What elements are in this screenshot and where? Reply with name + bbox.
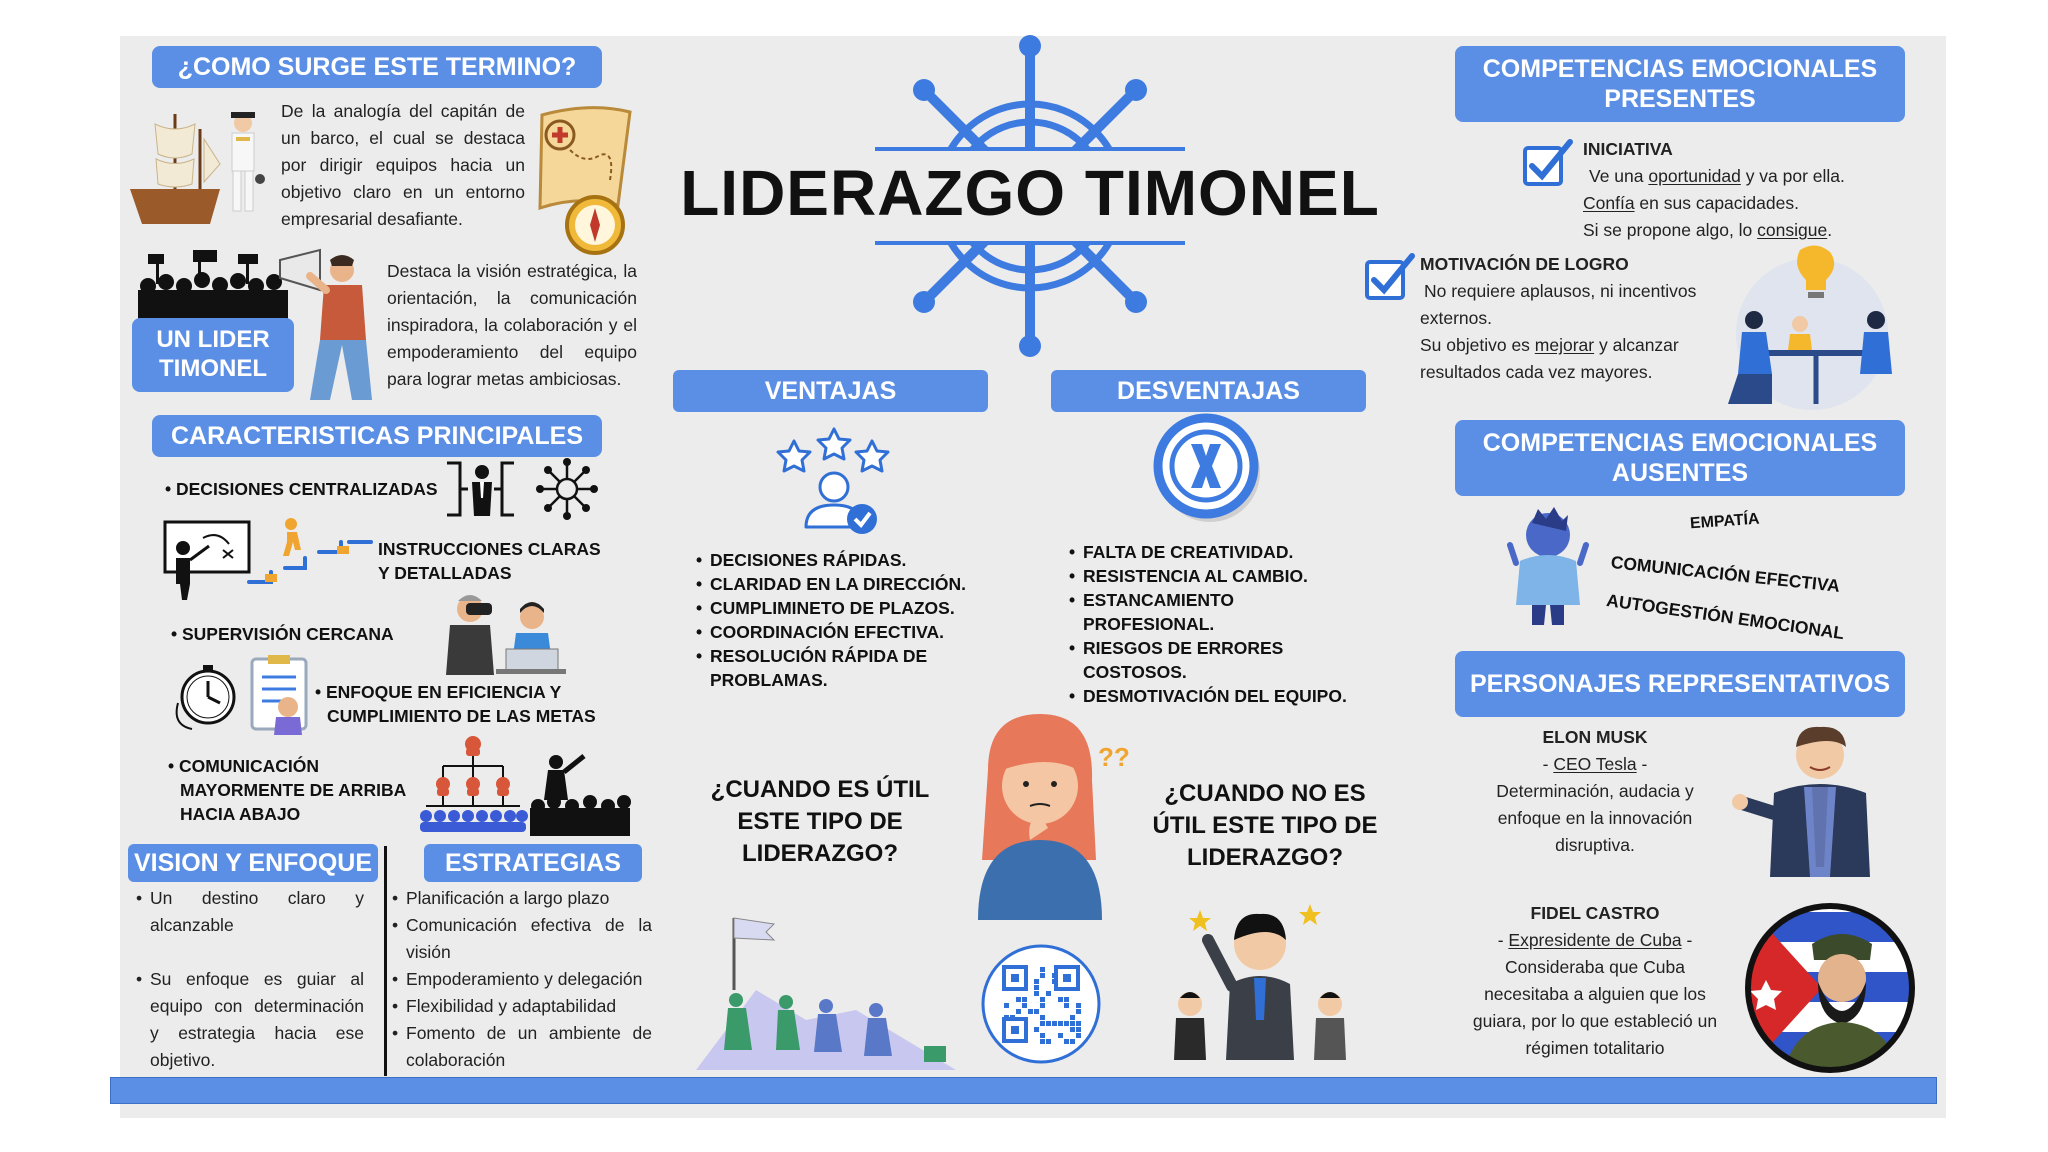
thinking-woman-icon bbox=[968, 710, 1128, 920]
origin-text-2: Destaca la visión estratégica, la orientación, la comunicación inspiradora, la colaboración y el empoderamiento del equipo para lograr metas ambiciosas. bbox=[387, 261, 637, 389]
strategy-item: • Flexibilidad y adaptabilidad bbox=[392, 993, 652, 1020]
origin-heading: ¿COMO SURGE ESTE TERMINO? bbox=[152, 46, 602, 88]
characteristic-communication: • COMUNICACIÓN MAYORMENTE DE ARRIBA HACIA ABAJO bbox=[168, 756, 407, 824]
absent-word-empathy: EMPATÍA bbox=[1689, 510, 1761, 533]
footer-bar bbox=[110, 1077, 1937, 1104]
person-musk-name: ELON MUSK bbox=[1542, 727, 1648, 747]
person-castro-desc-1: Consideraba que Cuba bbox=[1505, 957, 1685, 977]
qr-code-icon bbox=[982, 945, 1100, 1063]
initiative-block bbox=[1583, 136, 1845, 244]
disadvantages-heading: DESVENTAJAS bbox=[1051, 370, 1366, 412]
motivation-line3: Su objetivo es mejorar y alcanzar bbox=[1420, 335, 1679, 355]
strategy-item: • Empoderamiento y delegación bbox=[392, 966, 652, 993]
strategy-item: • Fomento de un ambiente de colaboración bbox=[392, 1020, 652, 1074]
advantage-item: • CLARIDAD EN LA DIRECCIÓN. bbox=[696, 572, 986, 596]
person-musk bbox=[1470, 724, 1720, 859]
motivation-block bbox=[1420, 251, 1696, 386]
strategies-list bbox=[392, 885, 652, 1074]
checkbox-checked-icon bbox=[1522, 138, 1574, 190]
person-musk-desc-1: Determinación, audacia y bbox=[1496, 781, 1694, 801]
absent-word-self-management: AUTOGESTIÓN EMOCIONAL bbox=[1605, 590, 1846, 644]
leader-badge-line1: UN LIDER bbox=[156, 326, 270, 354]
vision-divider bbox=[384, 846, 387, 1076]
disadvantage-item: • FALTA DE CREATIVIDAD. bbox=[1069, 540, 1369, 564]
characteristic-efficiency-line2: CUMPLIMIENTO DE LAS METAS bbox=[327, 706, 596, 726]
leader-badge-line2: TIMONEL bbox=[159, 355, 267, 382]
people-heading: PERSONAJES REPRESENTATIVOS bbox=[1455, 651, 1905, 717]
clock-checklist-icon bbox=[170, 655, 320, 735]
person-castro-role: - Expresidente de Cuba - bbox=[1497, 930, 1693, 950]
vision-item: • Su enfoque es guiar al equipo con determinación y estrategia hacia ese objetivo. bbox=[136, 966, 364, 1074]
initiative-line3: Si se propone algo, lo consigue. bbox=[1583, 220, 1833, 240]
vision-heading: VISION Y ENFOQUE bbox=[128, 844, 378, 882]
characteristic-efficiency: • ENFOQUE EN EFICIENCIA Y CUMPLIMIENTO DE LAS METAS bbox=[315, 682, 596, 726]
advantages-heading: VENTAJAS bbox=[673, 370, 988, 412]
absent-word-communication: COMUNICACIÓN EFECTIVA bbox=[1609, 552, 1841, 596]
advantage-item: • CUMPLIMINETO DE PLAZOS. bbox=[696, 596, 986, 620]
characteristic-instructions-line2: Y DETALLADAS bbox=[378, 563, 512, 583]
person-castro-desc-4: régimen totalitario bbox=[1525, 1038, 1665, 1058]
speaker-crowd-icon bbox=[530, 752, 630, 836]
advantages-list bbox=[696, 548, 986, 692]
treasure-map-icon bbox=[530, 100, 645, 260]
characteristic-communication-line2: MAYORMENTE DE ARRIBA bbox=[180, 780, 407, 800]
initiative-line1: Ve una oportunidad y va por ella. bbox=[1589, 166, 1845, 186]
sailing-ship-icon bbox=[120, 104, 270, 234]
vision-item: • Un destino claro y alcanzable bbox=[136, 885, 364, 939]
characteristic-instructions bbox=[378, 537, 601, 585]
elon-musk-portrait bbox=[1740, 717, 1900, 877]
megaphone-man-icon bbox=[280, 240, 380, 405]
person-musk-role: - CEO Tesla - bbox=[1542, 754, 1648, 774]
characteristic-centralized-label: DECISIONES CENTRALIZADAS bbox=[176, 479, 438, 499]
characteristic-supervision: • SUPERVISIÓN CERCANA bbox=[171, 624, 394, 644]
characteristic-instructions-line1: INSTRUCCIONES CLARAS bbox=[378, 539, 601, 559]
present-competencies-heading bbox=[1455, 46, 1905, 122]
present-heading-line1: COMPETENCIAS EMOCIONALES bbox=[1482, 55, 1878, 83]
disadvantage-item: • ESTANCAMIENTO PROFESIONAL. bbox=[1069, 588, 1303, 636]
characteristics-heading: CARACTERISTICAS PRINCIPALES bbox=[152, 415, 602, 457]
origin-text-1: De la analogía del capitán de un barco, el cual se destaca por dirigir equipos hacia un objetivo claro en un entorno empresarial desafiante. bbox=[281, 101, 525, 229]
when-not-useful-line1: ¿CUANDO NO ES bbox=[1164, 780, 1366, 807]
initiative-title: INICIATIVA bbox=[1583, 139, 1673, 159]
present-heading-line2: PRESENTES bbox=[1604, 85, 1756, 113]
team-meeting-idea-icon bbox=[1716, 244, 1896, 414]
career-stairs-icon bbox=[245, 516, 375, 586]
frustrated-person-icon bbox=[1510, 505, 1586, 625]
hierarchy-icon bbox=[418, 734, 528, 834]
characteristic-centralized: • DECISIONES CENTRALIZADAS bbox=[165, 479, 438, 499]
disadvantages-list bbox=[1069, 540, 1369, 708]
strategy-item: • Planificación a largo plazo bbox=[392, 885, 652, 912]
when-useful-line1: ¿CUANDO ES ÚTIL bbox=[710, 776, 930, 803]
advantage-item: • DECISIONES RÁPIDAS. bbox=[696, 548, 986, 572]
initiative-line2: Confía en sus capacidades. bbox=[1583, 193, 1799, 213]
teacher-board-icon bbox=[163, 520, 253, 602]
absent-heading-line2: AUSENTES bbox=[1611, 459, 1749, 487]
characteristic-efficiency-line1: ENFOQUE EN EFICIENCIA Y bbox=[326, 682, 562, 702]
when-useful-question bbox=[700, 774, 940, 870]
motivation-line1: No requiere aplausos, ni incentivos bbox=[1424, 281, 1697, 301]
characteristic-communication-line3: HACIA ABAJO bbox=[180, 804, 301, 824]
teamwork-climb-icon bbox=[696, 910, 956, 1070]
person-musk-desc-3: disruptiva. bbox=[1555, 835, 1635, 855]
when-useful-line2: ESTE TIPO DE bbox=[737, 808, 903, 835]
angry-boss-icon bbox=[1160, 900, 1360, 1060]
disadvantage-item: • DESMOTIVACIÓN DEL EQUIPO. bbox=[1069, 684, 1369, 708]
supervisor-binoculars-icon bbox=[440, 585, 570, 675]
when-not-useful-question bbox=[1135, 778, 1395, 874]
motivation-line2: externos. bbox=[1420, 308, 1492, 328]
disadvantage-item: • RESISTENCIA AL CAMBIO. bbox=[1069, 564, 1369, 588]
person-castro bbox=[1460, 900, 1730, 1062]
when-useful-line3: LIDERAZGO? bbox=[742, 840, 898, 867]
org-network-icon bbox=[442, 458, 602, 520]
strategy-item: • Comunicación efectiva de la visión bbox=[392, 912, 652, 966]
advantage-item: • RESOLUCIÓN RÁPIDA DE PROBLAMAS. bbox=[696, 644, 950, 692]
user-rating-stars-icon bbox=[776, 425, 896, 540]
characteristic-communication-line1: COMUNICACIÓN bbox=[179, 756, 319, 776]
person-castro-name: FIDEL CASTRO bbox=[1530, 903, 1660, 923]
person-musk-desc-2: enfoque en la innovación bbox=[1497, 808, 1693, 828]
svg-text:??: ?? bbox=[1098, 742, 1130, 772]
disadvantage-item: • RIESGOS DE ERRORES COSTOSOS. bbox=[1069, 636, 1303, 684]
advantage-item: • COORDINACIÓN EFECTIVA. bbox=[696, 620, 986, 644]
person-castro-desc-2: necesitaba a alguien que los bbox=[1484, 984, 1706, 1004]
characteristic-supervision-label: SUPERVISIÓN CERCANA bbox=[182, 624, 394, 644]
absent-heading-line1: COMPETENCIAS EMOCIONALES bbox=[1482, 429, 1878, 457]
fidel-castro-portrait bbox=[1742, 900, 1922, 1074]
when-not-useful-line2: ÚTIL ESTE TIPO DE bbox=[1152, 812, 1378, 839]
checkbox-checked-icon bbox=[1364, 252, 1416, 304]
vision-list bbox=[136, 885, 364, 1074]
strategies-heading: ESTRATEGIAS bbox=[424, 844, 642, 882]
absent-competencies-heading bbox=[1455, 420, 1905, 496]
motivation-title: MOTIVACIÓN DE LOGRO bbox=[1420, 254, 1629, 274]
leader-badge bbox=[132, 318, 294, 392]
x-circle-icon bbox=[1154, 414, 1264, 524]
protest-crowd-icon bbox=[138, 250, 288, 328]
page-title: LIDERAZGO TIMONEL bbox=[680, 157, 1380, 229]
person-castro-desc-3: guiara, por lo que estableció un bbox=[1472, 1011, 1718, 1031]
motivation-line4: resultados cada vez mayores. bbox=[1420, 362, 1653, 382]
when-not-useful-line3: LIDERAZGO? bbox=[1187, 844, 1343, 871]
